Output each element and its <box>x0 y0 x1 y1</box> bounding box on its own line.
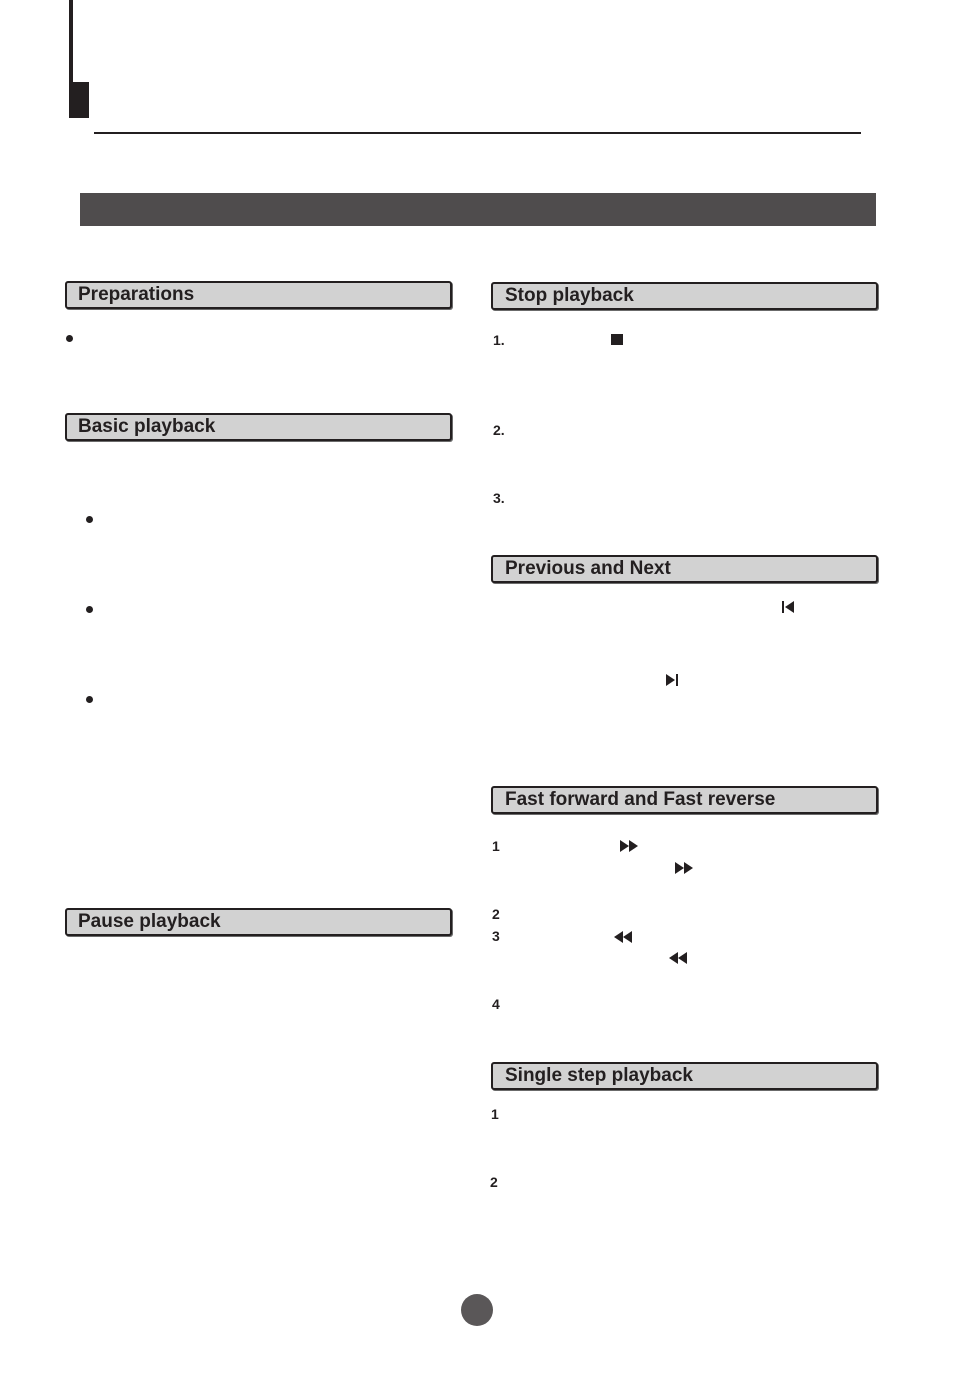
section-stop-playback: Stop playback <box>491 282 878 310</box>
fast-reverse-icon <box>614 931 632 943</box>
section-previous-next: Previous and Next <box>491 555 878 583</box>
bullet <box>86 696 93 703</box>
step-number: 2. <box>493 422 505 438</box>
step-number: 3 <box>492 928 500 944</box>
step-number: 1 <box>492 838 500 854</box>
section-pause-playback: Pause playback <box>65 908 452 936</box>
section-preparations: Preparations <box>65 281 452 309</box>
stop-icon <box>611 334 623 345</box>
previous-icon <box>782 601 794 613</box>
step-number: 3. <box>493 490 505 506</box>
step-number: 2 <box>492 906 500 922</box>
bullet <box>86 516 93 523</box>
chapter-title-band <box>80 193 876 226</box>
step-number: 4 <box>492 996 500 1012</box>
fast-forward-icon <box>620 840 638 852</box>
next-icon <box>666 674 678 686</box>
fast-reverse-icon <box>669 952 687 964</box>
section-single-step: Single step playback <box>491 1062 878 1090</box>
fast-forward-icon <box>675 862 693 874</box>
bullet <box>66 335 73 342</box>
step-number: 1. <box>493 332 505 348</box>
bullet <box>86 606 93 613</box>
page-number-marker <box>461 1294 493 1326</box>
step-number: 1 <box>491 1106 499 1122</box>
section-basic-playback: Basic playback <box>65 413 452 441</box>
step-number: 2 <box>490 1174 498 1190</box>
header-tab-block <box>69 82 89 118</box>
section-fast-forward-reverse: Fast forward and Fast reverse <box>491 786 878 814</box>
header-rule <box>94 132 861 134</box>
